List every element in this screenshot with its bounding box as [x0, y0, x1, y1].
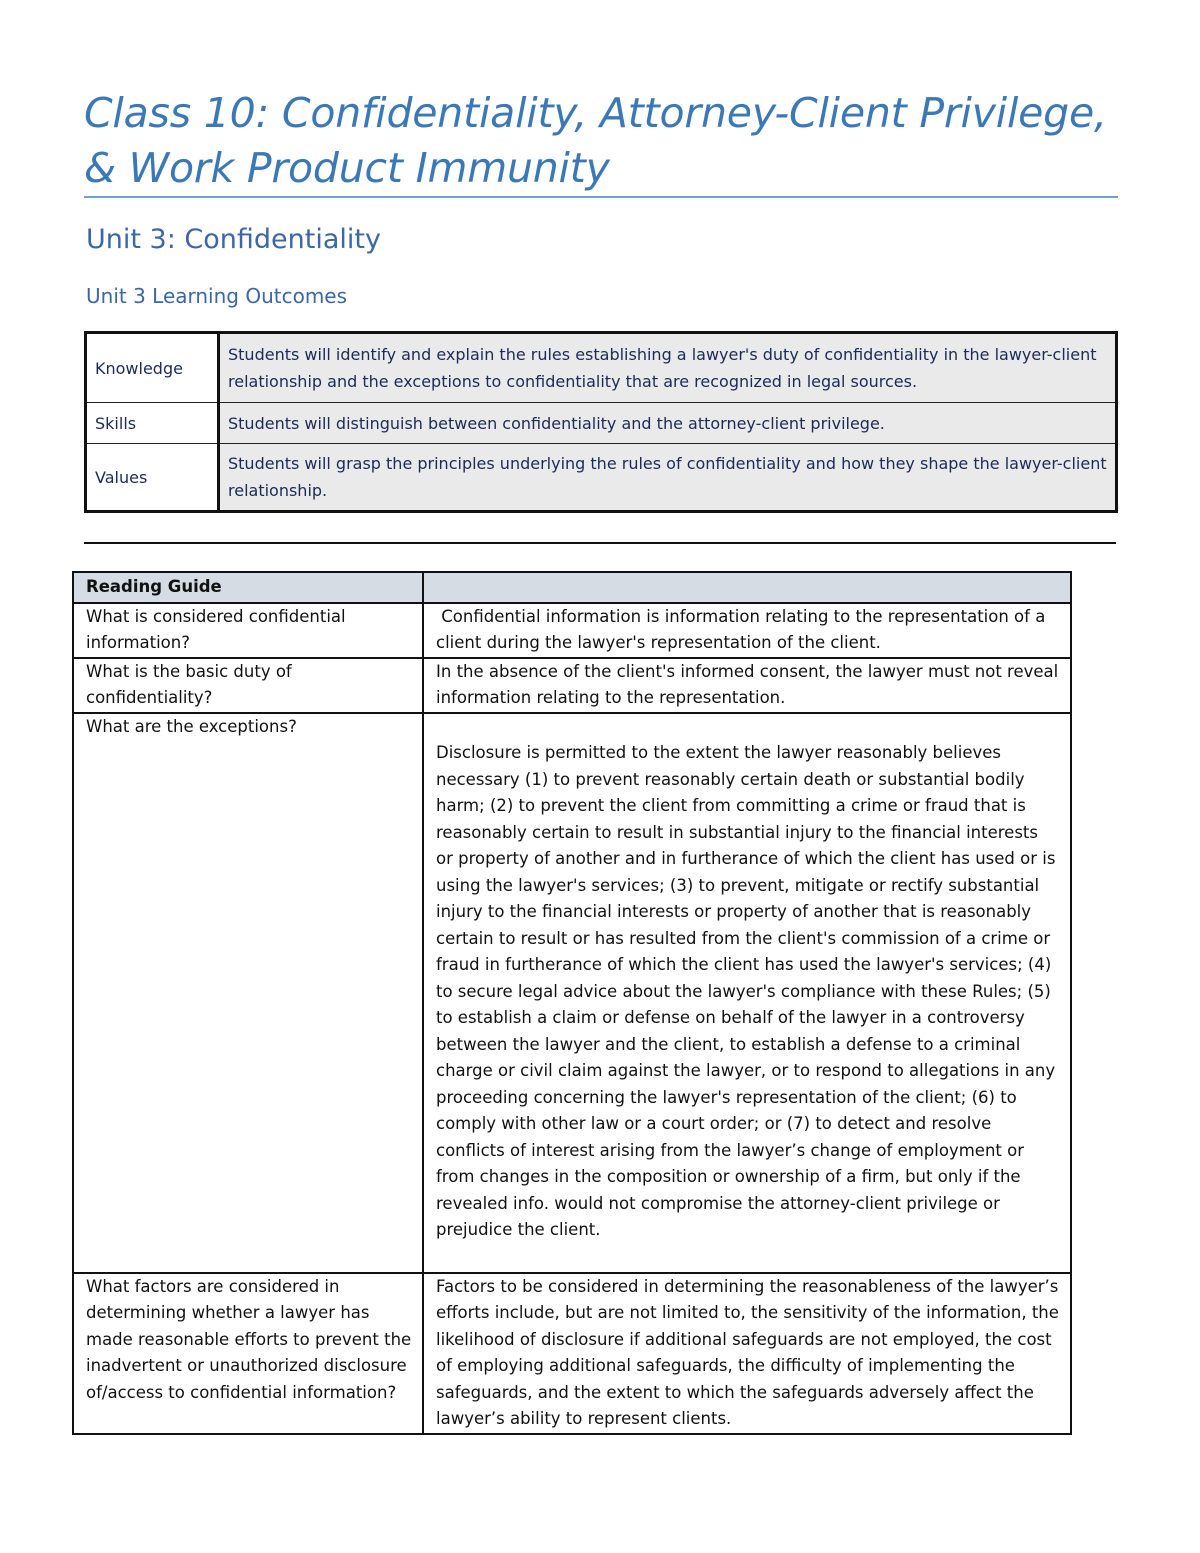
reading-guide-header: Reading Guide [73, 572, 423, 603]
reading-guide-answer: Disclosure is permitted to the extent the lawyer reasonably believes necessary (1) to prevent reasonably certain death or substantial bodily harm; (2) to prevent the client from committing a crime or fraud that is reasonably certain to result in substantial injury to the financial interests or property of another and in furtherance of which the client has used or is using the lawyer's services; (3) to prevent, mitigate or rectify substantial injury to the financial interests or property of another that is reasonably certain to result or has resulted from the client's commission of a crime or fraud in furtherance of which the client has used the lawyer's services; (4) to secure legal advice about the lawyer's compliance with these Rules; (5) to establish a claim or defense on behalf of the lawyer in a controversy between the lawyer and the client, to establish a defense to a criminal charge or civil claim against the lawyer, or to respond to allegations in any proceeding concerning the lawyer's representation of the client; (6) to comply with other law or a court order; or (7) to detect and resolve conflicts of interest arising from the lawyer’s change of employment or from changes in the composition or ownership of a firm, but only if the revealed info. would not compromise the attorney-client privilege or prejudice the client. [436, 743, 1056, 1239]
reading-guide-question: What is the basic duty of confidentiality? [73, 658, 423, 713]
reading-guide-header-row [73, 572, 1071, 603]
outcome-label: Values [86, 444, 219, 512]
table-row [73, 658, 1071, 713]
table-row [73, 1273, 1071, 1434]
outcome-label: Knowledge [86, 333, 219, 403]
table-row [73, 603, 1071, 658]
reading-guide-table [72, 571, 1072, 1435]
reading-guide-question: What factors are considered in determining whether a lawyer has made reasonable efforts to prevent the inadvertent or unauthorized disclosure of/access to confidential information? [73, 1273, 423, 1434]
outcome-label: Skills [86, 403, 219, 444]
document-title: Class 10: Confidentiality, Attorney-Client Privilege, & Work Product Immunity [84, 89, 1107, 192]
outcome-row-values [86, 444, 1117, 512]
table-row [73, 713, 1071, 1273]
outcome-row-knowledge [86, 333, 1117, 403]
outcome-text: Students will distinguish between confidentiality and the attorney-client privilege. [219, 403, 1117, 444]
outcome-text: Students will grasp the principles underlying the rules of confidentiality and how they shape the lawyer-client relationship. [219, 444, 1117, 512]
blank-line [436, 714, 1060, 741]
reading-guide-answer: Confidential information is information relating to the representation of a client during the lawyer's representation of the client. [423, 603, 1071, 658]
reading-guide-question: What is considered confidential information? [73, 603, 423, 658]
unit-heading: Unit 3: Confidentiality [86, 224, 381, 255]
title-underline [84, 196, 1118, 198]
outcome-row-skills [86, 403, 1117, 444]
reading-guide-header-blank [423, 572, 1071, 603]
outcome-text: Students will identify and explain the rules establishing a lawyer's duty of confidentiality in the lawyer-client relationship and the exceptions to confidentiality that are recognized in legal sources. [219, 333, 1117, 403]
learning-outcomes-table [84, 331, 1118, 513]
reading-guide-question: What are the exceptions? [73, 713, 423, 1273]
section-divider [84, 542, 1116, 544]
reading-guide-answer: In the absence of the client's informed consent, the lawyer must not reveal information relating to the representation. [423, 658, 1071, 713]
learning-outcomes-heading: Unit 3 Learning Outcomes [86, 284, 348, 308]
reading-guide-answer-cell [423, 713, 1071, 1273]
reading-guide-answer: Factors to be considered in determining the reasonableness of the lawyer’s efforts include, but are not limited to, the sensitivity of the information, the likelihood of disclosure if additional safeguards are not employed, the cost of employing additional safeguards, the difficulty of implementing the safeguards, and the extent to which the safeguards adversely affect the lawyer’s ability to represent clients. [423, 1273, 1071, 1434]
